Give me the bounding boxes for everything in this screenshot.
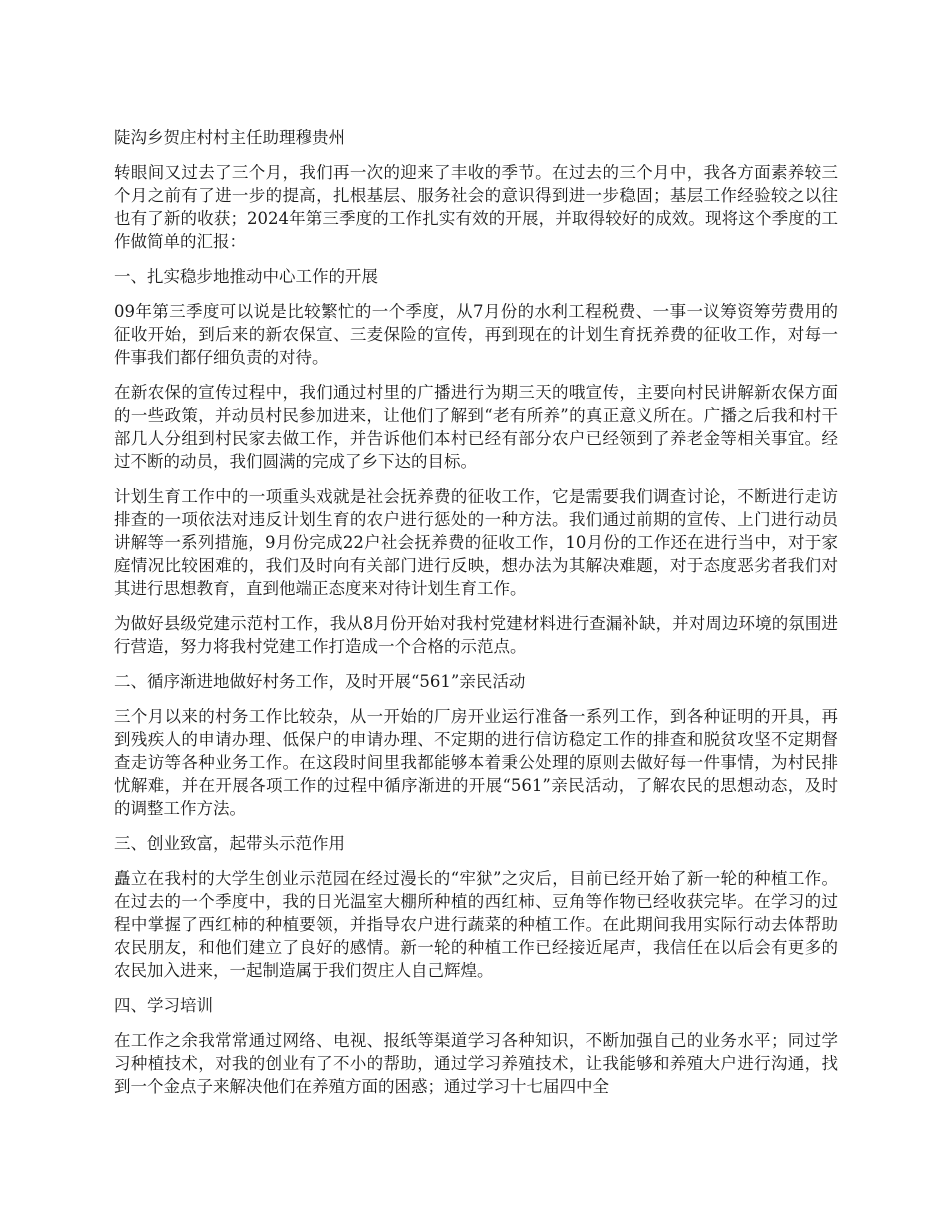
section-2-paragraph-1: 三个月以来的村务工作比较杂，从一开始的厂房开业运行准备一系列工作，到各种证明的开具，再到残疾人的申请办理、低保户的申请办理、不定期的进行信访稳定工作的排查和脱贫攻坚不定期督查走访等各种业务工作。在这段时间里我都能够本着秉公处理的原则去做好每一件事情，为村民排忧解难，并在开展各项工作的过程中循序渐进的开展“561”亲民活动，了解农民的思想动态，及时的调整工作方法。 (114, 707, 838, 818)
section-1-heading: 一、扎实稳步地推动中心工作的开展 (114, 267, 378, 286)
section-4-heading: 四、学习培训 (114, 996, 213, 1015)
section-3-paragraph-1: 矗立在我村的大学生创业示范园在经过漫长的“牢狱”之灾后，目前已经开始了新一轮的种植工作。在过去的一个季度中，我的日光温室大棚所种植的西红柿、豆角等作物已经收获完毕。在学习的过程中掌握了西红柿的种植要领，并指导农户进行蔬菜的种植工作。在此期间我用实际行动去体帮助农民朋友，和他们建立了良好的感情。新一轮的种植工作已经接近尾声，我信任在以后会有更多的农民加入进来，一起制造属于我们贺庄人自己辉煌。 (114, 869, 838, 980)
section-2-heading: 二、循序渐进地做好村务工作，及时开展“561”亲民活动 (114, 672, 526, 691)
section-1-paragraph-1: 09年第三季度可以说是比较繁忙的一个季度，从7月份的水利工程税费、一事一议筹资筹劳费用的征收开始，到后来的新农保宣、三麦保险的宣传，再到现在的计划生育抚养费的征收工作，对每一件事我们都仔细负责的对待。 (114, 302, 838, 367)
section-4-paragraph-1: 在工作之余我常常通过网络、电视、报纸等渠道学习各种知识，不断加强自己的业务水平；同过学习种植技术，对我的创业有了不小的帮助，通过学习养殖技术，让我能够和养殖大户进行沟通，找到一个金点子来解决他们在养殖方面的困惑；通过学习十七届四中全 (114, 1031, 838, 1096)
section-3-heading: 三、创业致富，起带头示范作用 (114, 834, 345, 853)
section-1-paragraph-3: 计划生育工作中的一项重头戏就是社会抚养费的征收工作，它是需要我们调查讨论，不断进行走访排查的一项依法对违反计划生育的农户进行惩处的一种方法。我们通过前期的宣传、上门进行动员讲解等一系列措施，9月份完成22户社会抚养费的征收工作，10月份的工作还在进行当中，对于家庭情况比较困难的，我们及时向有关部门进行反映，想办法为其解决难题，对于态度恶劣者我们对其进行思想教育，直到他端正态度来对待计划生育工作。 (114, 487, 838, 598)
section-1-paragraph-2: 在新农保的宣传过程中，我们通过村里的广播进行为期三天的哦宣传，主要向村民讲解新农保方面的一些政策，并动员村民参加进来，让他们了解到“老有所养”的真正意义所在。广播之后我和村干部几人分组到村民家去做工作，并告诉他们本村已经有部分农户已经领到了养老金等相关事宜。经过不断的动员，我们圆满的完成了乡下达的目标。 (114, 383, 838, 471)
intro-paragraph: 转眼间又过去了三个月，我们再一次的迎来了丰收的季节。在过去的三个月中，我各方面素养较三个月之前有了进一步的提高，扎根基层、服务社会的意识得到进一步稳固；基层工作经验较之以往也有了新的收获；2024年第三季度的工作扎实有效的开展，并取得较好的成效。现将这个季度的工作做简单的汇报： (114, 163, 838, 251)
document-title: 陡沟乡贺庄村村主任助理穆贵州 (114, 128, 345, 147)
section-1-paragraph-4: 为做好县级党建示范村工作，我从8月份开始对我村党建材料进行查漏补缺，并对周边环境的氛围进行营造，努力将我村党建工作打造成一个合格的示范点。 (114, 614, 838, 656)
